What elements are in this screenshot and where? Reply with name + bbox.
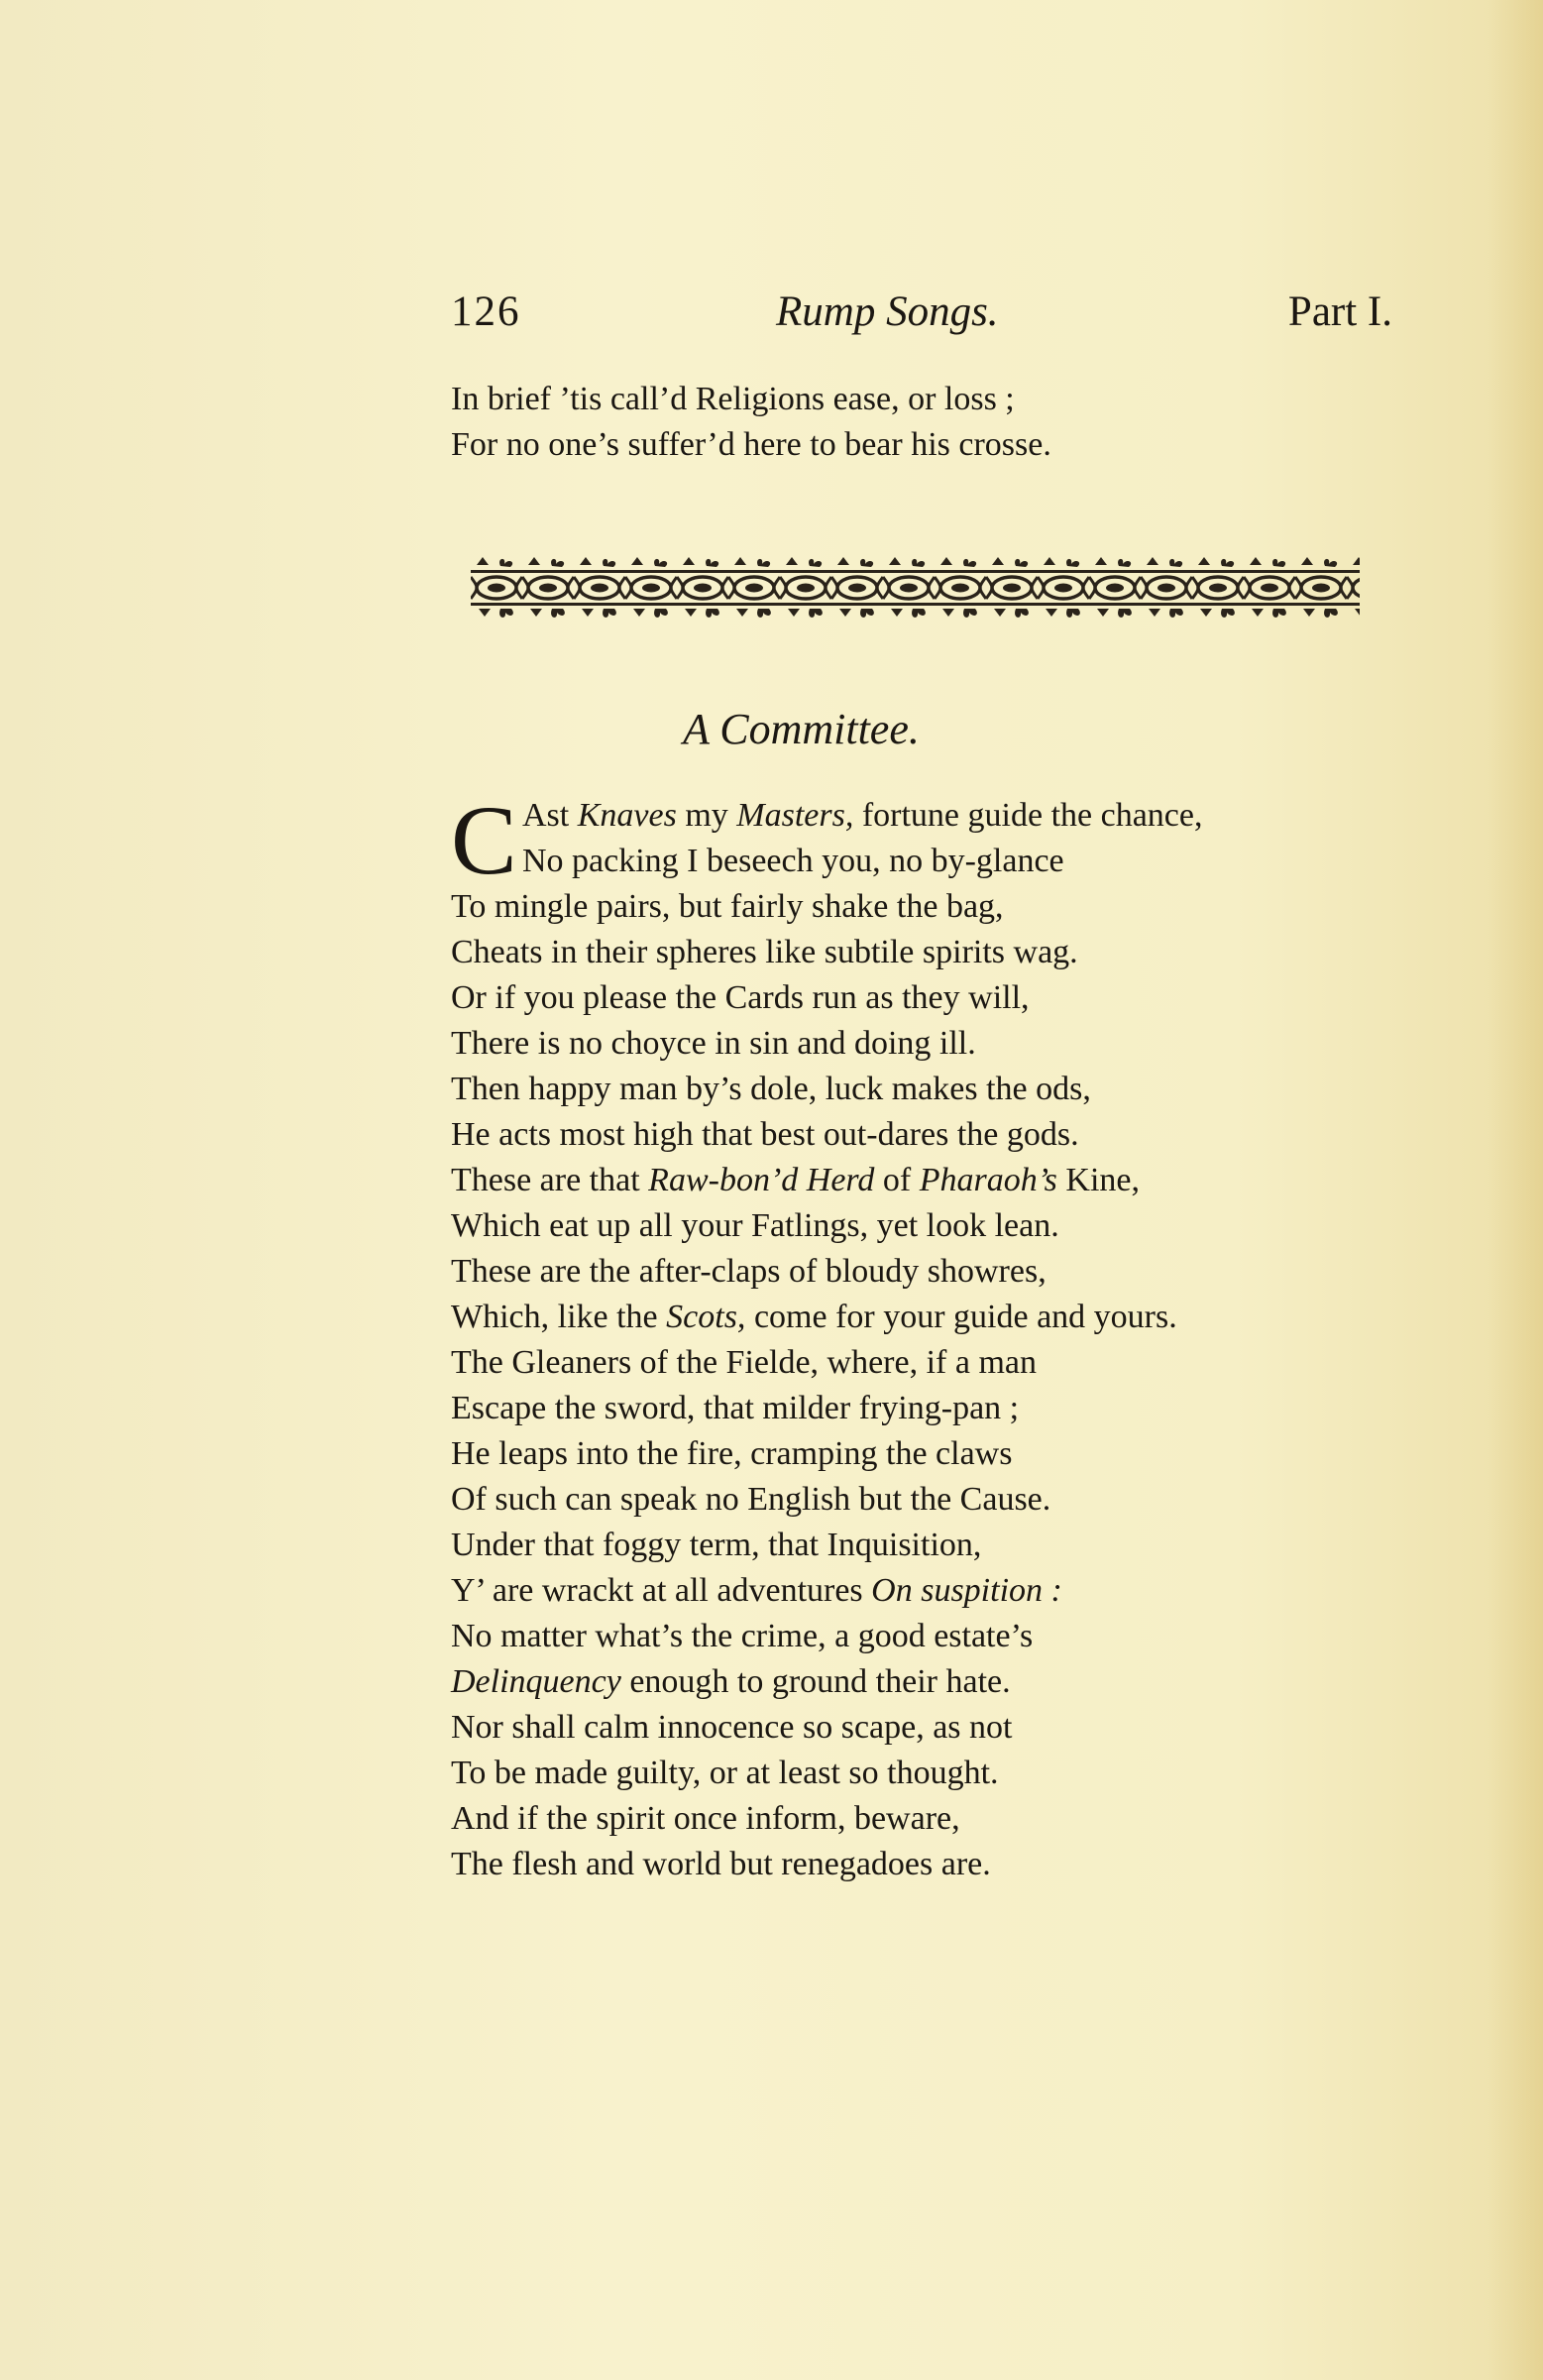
- verse-text: Escape the sword, that milder frying-pan ;: [451, 1390, 1020, 1426]
- verse-line: [451, 1340, 1202, 1386]
- italic-text: Delinquency: [451, 1663, 621, 1700]
- verse-text: There is no choyce in sin and doing ill.: [451, 1025, 976, 1062]
- previous-poem-ending: [451, 377, 1051, 468]
- verse-line: [451, 1523, 1202, 1568]
- verse-text: The flesh and world but renegadoes are.: [451, 1846, 991, 1882]
- verse-text: Nor shall calm innocence so scape, as not: [451, 1709, 1013, 1746]
- verse-text: Or if you please the Cards run as they will,: [451, 979, 1030, 1016]
- verse-line: [451, 1386, 1202, 1431]
- verse-line: [451, 975, 1202, 1021]
- verse-line: [451, 793, 1202, 839]
- italic-text: On suspition :: [871, 1572, 1062, 1609]
- verse-line: [451, 1067, 1202, 1112]
- verse-line: [451, 1158, 1202, 1203]
- verse-line: [451, 1431, 1202, 1477]
- verse-line: In brief ’tis call’d Religions ease, or loss ;: [451, 381, 1015, 417]
- verse-text: of: [874, 1162, 920, 1198]
- verse-text: Y’ are wrackt at all adventures: [451, 1572, 872, 1609]
- verse-text: To be made guilty, or at least so thought.: [451, 1755, 999, 1791]
- verse-text: He leaps into the fire, cramping the claws: [451, 1435, 1013, 1472]
- verse-line: [451, 1112, 1202, 1158]
- verse-text: No packing I beseech you, no by-glance: [522, 843, 1064, 879]
- part-label: Part I.: [1287, 288, 1392, 335]
- verse-text: He acts most high that best out-dares the gods.: [451, 1116, 1079, 1153]
- verse-line: For no one’s suffer’d here to bear his crosse.: [451, 426, 1051, 463]
- verse-line: [451, 1203, 1202, 1249]
- verse-line: [451, 884, 1202, 930]
- verse-text: my: [676, 797, 737, 834]
- verse-text: No matter what’s the crime, a good estate’s: [451, 1618, 1034, 1654]
- verse-line: [451, 1614, 1202, 1659]
- verse-text: These are that: [451, 1162, 649, 1198]
- verse-line: [451, 1568, 1202, 1614]
- verse-line: [451, 1249, 1202, 1295]
- running-title: Rump Songs.: [776, 288, 999, 335]
- verse-line: [451, 1705, 1202, 1751]
- verse-line: [451, 1751, 1202, 1796]
- verse-line: [451, 1842, 1202, 1887]
- poem-title: A Committee.: [683, 705, 920, 753]
- poem-body: [451, 785, 1203, 1887]
- running-head: [451, 287, 1392, 347]
- verse-line: [451, 839, 1202, 884]
- verse-line: [451, 1021, 1202, 1067]
- verse-text: Which eat up all your Fatlings, yet look lean.: [451, 1207, 1059, 1244]
- ornamental-divider: [471, 553, 1360, 623]
- italic-text: Scots,: [666, 1299, 746, 1335]
- verse-line: [451, 1659, 1202, 1705]
- verse-text: To mingle pairs, but fairly shake the bag,: [451, 888, 1004, 925]
- page-edge-shading: [1488, 0, 1543, 2380]
- verse-text: Then happy man by’s dole, luck makes the ods,: [451, 1071, 1091, 1107]
- verse-text: fortune guide the chance,: [853, 797, 1203, 834]
- verse-text: Cheats in their spheres like subtile spirits wag.: [451, 934, 1078, 970]
- italic-text: Knaves: [577, 797, 677, 834]
- italic-text: Pharaoh’s: [919, 1162, 1057, 1198]
- verse-text: Ast: [522, 797, 578, 834]
- page-number: 126: [451, 288, 521, 335]
- verse-text: The Gleaners of the Fielde, where, if a man: [451, 1344, 1037, 1381]
- verse-text: enough to ground their hate.: [620, 1663, 1011, 1700]
- verse-text: come for your guide and yours.: [745, 1299, 1177, 1335]
- verse-text: Which, like the: [451, 1299, 667, 1335]
- drop-cap: C: [451, 785, 517, 895]
- verse-text: Under that foggy term, that Inquisition,: [451, 1527, 982, 1563]
- verse-text: These are the after-claps of bloudy showres,: [451, 1253, 1047, 1290]
- verse-line: [451, 930, 1202, 975]
- italic-text: Raw-bon’d Herd: [648, 1162, 875, 1198]
- verse-line: [451, 1477, 1202, 1523]
- verse-text: And if the spirit once inform, beware,: [451, 1800, 960, 1837]
- italic-text: Masters,: [736, 797, 854, 834]
- verse-text: Of such can speak no English but the Cause.: [451, 1481, 1051, 1518]
- verse-line: [451, 1796, 1202, 1842]
- verse-text: Kine,: [1056, 1162, 1140, 1198]
- verse-line: [451, 1295, 1202, 1340]
